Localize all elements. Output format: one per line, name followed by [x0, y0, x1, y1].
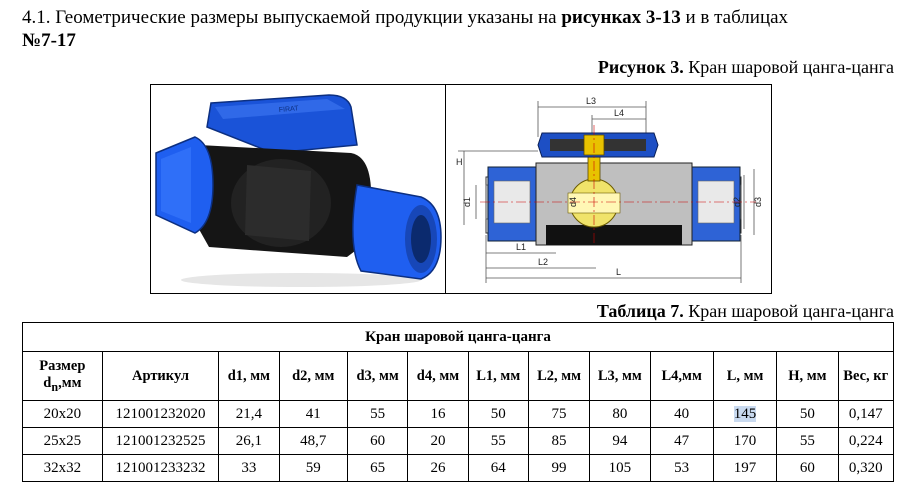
table-title: Кран шаровой цанга-цанга	[23, 323, 894, 352]
label-d2: d2	[732, 196, 742, 207]
cell-article: 121001232020	[102, 401, 219, 428]
cell-d1: 21,4	[219, 401, 279, 428]
cell-L2: 99	[528, 455, 589, 482]
cell-L	[713, 401, 776, 428]
cell-L: 197	[713, 455, 776, 482]
cell-L4: 40	[650, 401, 713, 428]
table-caption-text: Кран шаровой цанга-цанга	[683, 301, 894, 321]
table-header-row	[23, 352, 894, 401]
cell-H: 60	[777, 455, 838, 482]
handle-marking: FIRAT	[278, 105, 299, 114]
intro-bold-figures: рисунках 3-13	[561, 7, 681, 28]
cell-size: 25x25	[23, 428, 103, 455]
cell-d2: 41	[279, 401, 347, 428]
technical-drawing	[446, 85, 771, 293]
header-size	[23, 352, 103, 401]
cell-d2: 59	[279, 455, 347, 482]
cell-d3: 60	[348, 428, 408, 455]
header-L3: L3, мм	[590, 352, 650, 401]
label-L4: L4	[614, 108, 625, 118]
cell-weight: 0,224	[838, 428, 893, 455]
header-H: H, мм	[777, 352, 838, 401]
left-nut-highlight	[161, 147, 191, 223]
label-d3: d3	[753, 196, 763, 207]
label-L1: L1	[516, 242, 527, 252]
figure-caption-text: Кран шаровой цанга-цанга	[683, 57, 894, 77]
header-d3: d3, мм	[348, 352, 408, 401]
header-d1: d1, мм	[219, 352, 279, 401]
cell-d4: 20	[408, 428, 468, 455]
header-L: L, мм	[713, 352, 776, 401]
ball-valve-photo-image	[151, 85, 445, 293]
cell-weight: 0,320	[838, 455, 893, 482]
cell-article: 121001232525	[102, 428, 219, 455]
label-d4: d4	[568, 196, 578, 207]
label-L: L	[616, 267, 622, 277]
figure-caption-number: Рисунок 3.	[597, 57, 684, 77]
body-facet	[245, 165, 311, 241]
cell-L3: 105	[590, 455, 650, 482]
cell-L1: 50	[468, 401, 528, 428]
header-size-unit: ,мм	[58, 374, 82, 391]
cell-L-highlighted-value: 145	[733, 405, 757, 422]
label-L2: L2	[538, 257, 549, 267]
cell-L2: 75	[528, 401, 589, 428]
cell-L3: 94	[590, 428, 650, 455]
header-size-sub: n	[51, 379, 59, 394]
cell-L4: 47	[650, 428, 713, 455]
header-article: Артикул	[102, 352, 219, 401]
cell-H: 55	[777, 428, 838, 455]
header-d2: d2, мм	[279, 352, 347, 401]
intro-bold-tables: №7-17	[22, 30, 76, 51]
label-d1: d1	[462, 196, 472, 207]
body-lower-black	[546, 225, 682, 245]
table-caption	[597, 301, 894, 322]
header-L2: L2, мм	[528, 352, 589, 401]
cell-d3: 55	[348, 401, 408, 428]
cell-d4: 26	[408, 455, 468, 482]
cell-size: 32x32	[23, 455, 103, 482]
cell-d1: 26,1	[219, 428, 279, 455]
cell-weight: 0,147	[838, 401, 893, 428]
cell-d1: 33	[219, 455, 279, 482]
cell-L4: 53	[650, 455, 713, 482]
intro-text-middle: и в таблицах	[680, 7, 789, 28]
table-title-row	[23, 323, 894, 352]
right-nut-opening	[411, 215, 431, 263]
intro-paragraph	[22, 6, 902, 52]
label-L3: L3	[586, 96, 597, 106]
label-H: H	[456, 157, 463, 167]
valve-section-drawing	[446, 85, 771, 293]
cell-L1: 55	[468, 428, 528, 455]
table-row	[23, 401, 894, 428]
cell-L1: 64	[468, 455, 528, 482]
table-row	[23, 428, 894, 455]
cell-article: 121001233232	[102, 455, 219, 482]
dimensions-table	[22, 322, 894, 482]
cell-L2: 85	[528, 428, 589, 455]
cell-d4: 16	[408, 401, 468, 428]
cell-H: 50	[777, 401, 838, 428]
header-L4: L4,мм	[650, 352, 713, 401]
figure-caption	[598, 57, 894, 78]
cell-L3: 80	[590, 401, 650, 428]
header-size-line1: Размер	[39, 357, 86, 374]
header-size-d: d	[43, 374, 52, 391]
intro-text-start: 4.1. Геометрические размеры выпускаемой продукции указаны на	[22, 7, 562, 28]
valve-photo	[151, 85, 446, 293]
table-row	[23, 455, 894, 482]
header-d4: d4, мм	[408, 352, 468, 401]
cell-d3: 65	[348, 455, 408, 482]
cell-L: 170	[713, 428, 776, 455]
photo-shadow	[181, 273, 421, 287]
figure-box	[150, 84, 772, 294]
header-weight: Вес, кг	[838, 352, 893, 401]
cell-d2: 48,7	[279, 428, 347, 455]
cell-size: 20x20	[23, 401, 103, 428]
table-caption-number: Таблица 7.	[596, 301, 684, 321]
header-L1: L1, мм	[468, 352, 528, 401]
